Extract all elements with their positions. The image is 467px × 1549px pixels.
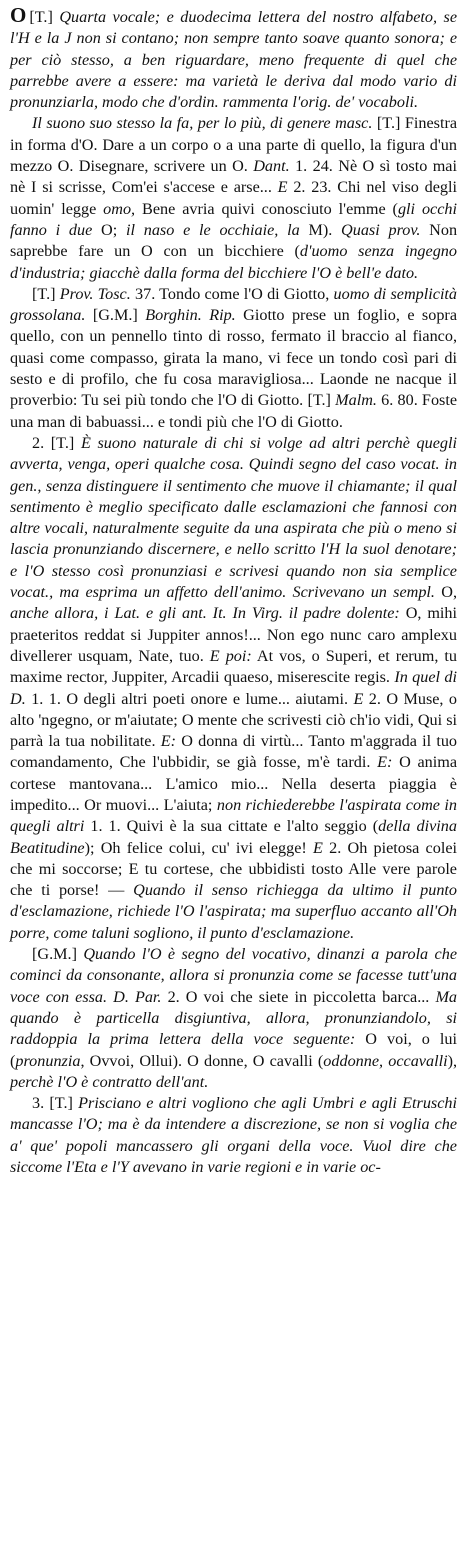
sense-2-paragraph: 2. [T.] È suono naturale di chi si volge ad altri perchè quegli avverta, venga, operi qualche cosa. Quindi segno del caso vocat. in gen., senza distinguere il sentimento che muove il chiamante; il qual sentimento è meglio specificato dalle esclamazioni che fannosi con altre vocali, naturalmente seguite da una aspirata che più o meno si lascia pronunziando discernere, e nello scritto l'H la suol denotare; e l'O stesso così pronunziasi e scrivesi quando non sia semplice vocat., ma esprima un affetto dell'animo. Scrivevano un sempl. O, anche allora, i Lat. e gli ant. It. In Virg. il padre dolente: O, mihi praeteritos reddat si Juppiter annos!... Non ego nunc caro amplexu divellerer usquam, Nate, tuo. E poi: At vos, o Superi, et rerum, tu maxime rector, Juppiter, Arcadii quaeso, miserescite regis. In quel di D. 1. 1. O degli altri poeti onore e lume... aiutami. E 2. O Muse, o alto 'ngegno, or m'aiutate; O mente che scrivesti ciò ch'io vidi, Qui si parrà la tua nobilitate. E: O donna di virtù... Tanto m'aggrada il tuo comandamento, Che l'ubbidir, se già fosse, m'è tardi. E: O anima cortese mantovana... L'amico mio... Nella deserta piaggia è impedito... Or muovi... L'aiuta; non richiederebbe l'aspirata come in quegli altri 1. 1. Quivi è la sua cittate e l'alto seggio (della divina Beatitudine); Oh felice colui, cu' ivi elegge! E 2. Oh pietosa colei che mi soccorse; E tu cortese, che ubbidisti tosto Alle vere parole che ti porse! — Quando il senso richiegga da ultimo il punto d'esclamazione, richiede l'O l'aspirata; ma superfluo accanto all'Oh porre, come taluni sogliono, il punto d'esclamazione. bbox=[10, 433, 458, 942]
vocative-paragraph: [G.M.] Quando l'O è segno del vocativo, dinanzi a parola che cominci da consonante, allora si pronunzia come se facesse tutt'una voce con essa. D. Par. 2. O voi che siete in piccoletta barca... Ma quando è particella disgiuntiva, allora, pronunziandolo, si raddoppia la prima lettera della voce seguente: O voi, o lui (pronunzia, Ovvoi, Ollui). O donne, O cavalli (oddonne, occavalli), perchè l'O è contratto dell'ant. bbox=[10, 945, 458, 1091]
source-label: [G.M.] bbox=[32, 945, 77, 964]
definition-text: Quarta vocale; e duodecima lettera del nostro alfabeto, se l'H e la J non si contano; non sempre tanto soave quanto sonora; e per ciò stesso, a ben riguardare, meno frequente di quel che parrebbe avere a essere: ma varietà le deriva dal modo vario di pronunziarla, modo che d'ordin. rammenta l'orig. de' vocaboli. bbox=[10, 8, 458, 112]
headword-initial: O bbox=[10, 3, 27, 27]
sense-number: 2. bbox=[32, 433, 45, 452]
source-label: [G.M.] bbox=[92, 306, 138, 325]
source-label: [T.] bbox=[307, 391, 331, 410]
proverb-paragraph: [T.] Prov. Tosc. 37. Tondo come l'O di Giotto, uomo di semplicità grossolana. [G.M.] Borghin. Rip. Giotto prese un foglio, e sopra quello, con un pennello tinto di rosso, fermato il braccio al fianco, quasi come compasso, girata la mano, vi fece un tondo così pari di sesto e di profilo, che fu cosa maravigliosa... Laonde ne nacque il proverbio: Tu sei più tondo che l'O di Giotto. [T.] Malm. 6. 80. Foste una man di babuassi... e tondi più che l'O di Giotto. bbox=[10, 284, 458, 431]
source-label: [T.] bbox=[32, 284, 56, 303]
source-label: [T.] bbox=[50, 433, 75, 452]
entry-definition bbox=[10, 5, 457, 113]
sense-3-paragraph: 3. [T.] Prisciano e altri vogliono che agli Umbri e agli Etruschi mancasse l'O; ma è da intendere a discrezione, se non si voglia che a' que' popoli mancassero gli organi della voce. Vuol dire che siccome l'Eta e l'Y avevano in varie regioni e in varie oc- bbox=[10, 1094, 458, 1177]
sense-number: 3. bbox=[32, 1094, 45, 1113]
source-label: [T.] bbox=[29, 8, 53, 26]
source-label: [T.] bbox=[49, 1094, 73, 1113]
gender-paragraph: Il suono suo stesso la fa, per lo più, di genere masc. [T.] Finestra in forma d'O. Dare a un corpo o a una parte di quello, la figura d'un mezzo O. Disegnare, scrivere un O. Dant. 1. 24. Nè O sì tosto mai nè I si scrisse, Com'ei s'accese e arse... E 2. 23. Chi nel viso degli uomin' legge omo, Bene avria quivi conosciuto l'emme (gli occhi fanno i due O; il naso e le occhiaie, la M). Quasi prov. Non saprebbe fare un O con un bicchiere (d'uomo senza ingegno d'industria; giacchè dalla forma del bicchiere l'O è bell'e dato. bbox=[10, 114, 458, 282]
source-label: [T.] bbox=[376, 114, 401, 133]
